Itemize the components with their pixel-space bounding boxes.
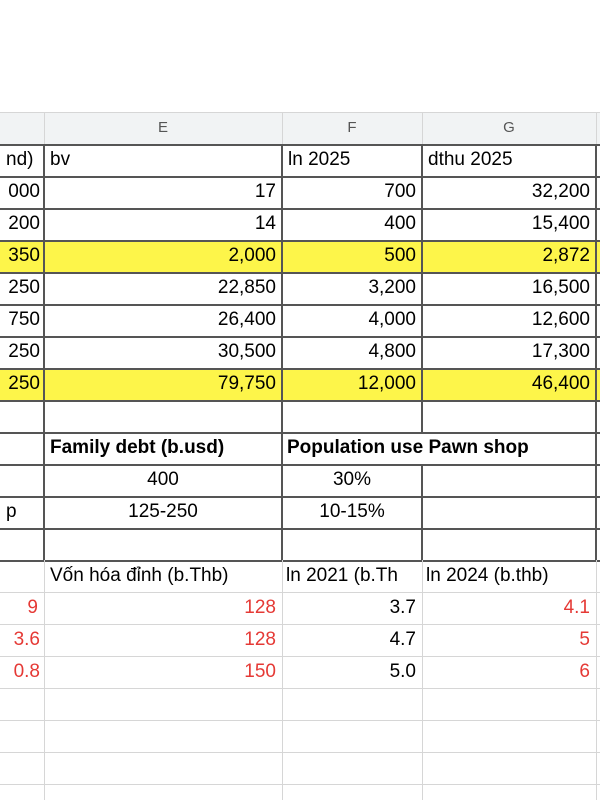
grid-line [0, 656, 600, 657]
cell-pawn-shop-header[interactable]: Population use Pawn shop [287, 437, 529, 458]
cell-g-15[interactable]: 5 [579, 629, 590, 650]
cell-ln-2021-header[interactable]: ln 2021 (b.Th [286, 565, 398, 586]
cell-e-1[interactable]: 17 [254, 181, 276, 202]
grid-line [596, 112, 597, 144]
grid-line [281, 144, 283, 560]
cell-family-debt-range[interactable]: 125-250 [128, 501, 198, 522]
cell-f-4[interactable]: 3,200 [368, 277, 416, 298]
grid-line [0, 592, 600, 593]
grid-line [0, 784, 600, 785]
cell-e-15[interactable]: 128 [244, 629, 276, 650]
cell-g-14[interactable]: 4.1 [563, 597, 590, 618]
cell-g-1[interactable]: 32,200 [531, 181, 590, 202]
grid-line [282, 560, 283, 800]
cell-g-5[interactable]: 12,600 [531, 309, 590, 330]
cell-d-7[interactable]: 250 [8, 373, 40, 394]
cell-g-6[interactable]: 17,300 [531, 341, 590, 362]
cell-f-5[interactable]: 4,000 [368, 309, 416, 330]
cell-e-6[interactable]: 30,500 [217, 341, 276, 362]
column-header-d[interactable] [0, 112, 44, 144]
grid-line [0, 432, 600, 434]
cell-pawn-shop-range[interactable]: 10-15% [319, 501, 385, 522]
cell-e-3[interactable]: 2,000 [228, 245, 276, 266]
cell-f-2[interactable]: 400 [384, 213, 416, 234]
column-header-g[interactable]: G [422, 112, 596, 144]
grid-line [44, 560, 45, 800]
grid-line [421, 464, 423, 560]
grid-line [43, 144, 45, 560]
cell-d-2[interactable]: 200 [8, 213, 40, 234]
grid-line [0, 400, 600, 402]
cell-e-header[interactable]: bv [50, 149, 71, 170]
cell-f-3[interactable]: 500 [384, 245, 416, 266]
cell-ln-2024-header[interactable]: ln 2024 (b.thb) [426, 565, 549, 586]
grid-line [0, 176, 600, 178]
cell-f-16[interactable]: 5.0 [389, 661, 416, 682]
cell-d-15[interactable]: 3.6 [13, 629, 40, 650]
grid-line [0, 336, 600, 338]
cell-d-16[interactable]: 0.8 [13, 661, 40, 682]
cell-g-2[interactable]: 15,400 [531, 213, 590, 234]
cell-d-3[interactable]: 350 [8, 245, 40, 266]
cell-g-16[interactable]: 6 [579, 661, 590, 682]
grid-line [595, 144, 597, 560]
grid-line [0, 272, 600, 274]
cell-f-15[interactable]: 4.7 [389, 629, 416, 650]
grid-line [282, 112, 283, 144]
cell-g-7[interactable]: 46,400 [531, 373, 590, 394]
cell-d-6[interactable]: 250 [8, 341, 40, 362]
grid-line [0, 112, 600, 113]
grid-line [0, 624, 600, 625]
column-header-e[interactable]: E [44, 112, 282, 144]
grid-line [0, 464, 600, 466]
cell-e-14[interactable]: 128 [244, 597, 276, 618]
cell-e-5[interactable]: 26,400 [217, 309, 276, 330]
grid-line [44, 112, 45, 144]
cell-family-debt-value[interactable]: 400 [147, 469, 179, 490]
grid-line [596, 560, 597, 800]
cell-g-4[interactable]: 16,500 [531, 277, 590, 298]
cell-pawn-shop-value[interactable]: 30% [332, 469, 372, 490]
grid-line [0, 720, 600, 721]
grid-line [0, 752, 600, 753]
grid-line [0, 496, 600, 498]
cell-d-14[interactable]: 9 [27, 597, 38, 618]
cell-d-4[interactable]: 250 [8, 277, 40, 298]
cell-d-header[interactable]: nd) [6, 149, 34, 170]
cell-f-6[interactable]: 4,800 [368, 341, 416, 362]
cell-e-2[interactable]: 14 [254, 213, 276, 234]
cell-g-3[interactable]: 2,872 [542, 245, 590, 266]
grid-line [0, 368, 600, 370]
grid-line [0, 528, 600, 530]
cell-f-7[interactable]: 12,000 [357, 373, 416, 394]
cell-g-header[interactable]: dthu 2025 [428, 149, 513, 170]
grid-line [422, 112, 423, 144]
grid-line [0, 208, 600, 210]
cell-peak-cap-header[interactable]: Vốn hóa đỉnh (b.Thb) [50, 565, 229, 586]
cell-d-11[interactable]: p [6, 501, 17, 522]
cell-e-7[interactable]: 79,750 [217, 373, 276, 394]
grid-line [0, 304, 600, 306]
cell-f-1[interactable]: 700 [384, 181, 416, 202]
grid-line [0, 688, 600, 689]
cell-family-debt-header[interactable]: Family debt (b.usd) [50, 437, 225, 458]
cell-f-14[interactable]: 3.7 [389, 597, 416, 618]
column-header-f[interactable]: F [282, 112, 422, 144]
grid-line [0, 560, 600, 562]
cell-e-16[interactable]: 150 [244, 661, 276, 682]
grid-line [422, 560, 423, 800]
grid-line [421, 144, 423, 432]
cell-d-1[interactable]: 000 [8, 181, 40, 202]
cell-f-header[interactable]: ln 2025 [288, 149, 351, 170]
grid-line [0, 240, 600, 242]
grid-line [0, 144, 600, 146]
cell-d-5[interactable]: 750 [8, 309, 40, 330]
cell-e-4[interactable]: 22,850 [217, 277, 276, 298]
